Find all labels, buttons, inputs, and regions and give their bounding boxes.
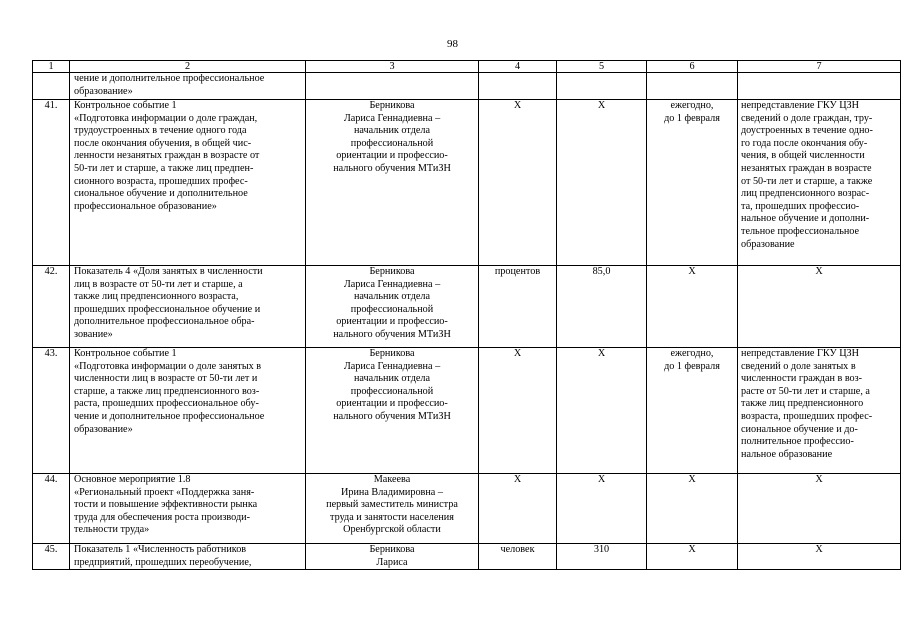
responsible-person-cell: [306, 100, 479, 266]
table-row: [33, 73, 901, 100]
target-value: 85,0: [592, 266, 611, 277]
target-value-cell: [557, 266, 647, 348]
target-value-cell: [557, 73, 647, 100]
row-number: 45.: [44, 544, 58, 555]
unit-of-measure-cell: [479, 348, 557, 474]
deadline: ежегодно, до 1 февраля: [664, 348, 720, 372]
row-number: 42.: [44, 266, 58, 277]
unit-of-measure: Х: [513, 474, 522, 485]
unit-of-measure-cell: [479, 100, 557, 266]
responsible-person-cell: [306, 544, 479, 570]
row-number-cell: [33, 348, 70, 474]
row-number-cell: [33, 266, 70, 348]
target-value: Х: [597, 348, 606, 359]
target-value: 310: [593, 544, 610, 555]
target-value-cell: [557, 474, 647, 544]
deadline-cell: [647, 266, 738, 348]
row-number-cell: [33, 73, 70, 100]
unit-of-measure-cell: [479, 544, 557, 570]
row-number-cell: [33, 100, 70, 266]
target-value: Х: [597, 100, 606, 111]
event-name: Показатель 4 «Доля занятых в численности лиц в возрасте от 50-ти лет и старше, а также лиц предпенсионного возраста, прошедших профессиональное обучение и дополнительное профессиональное обра- зование»: [74, 266, 263, 340]
deadline: Х: [688, 266, 696, 277]
risk-note: Х: [815, 474, 823, 485]
table-row: [33, 266, 901, 348]
responsible-person-cell: [306, 266, 479, 348]
risk-note-cell: [738, 266, 901, 348]
responsible-person-cell: [306, 73, 479, 100]
risk-note-cell: [738, 544, 901, 570]
deadline-cell: [647, 73, 738, 100]
risk-note-cell: [738, 100, 901, 266]
header-col-2: 2: [70, 61, 306, 73]
responsible-person: Макеева Ирина Владимировна – первый заместитель министра труда и занятости населения Оренбургской области: [326, 474, 458, 536]
risk-note: Х: [815, 544, 823, 555]
responsible-person-cell: [306, 348, 479, 474]
header-col-5: 5: [557, 61, 647, 73]
risk-note-cell: [738, 474, 901, 544]
header-col-1: 1: [33, 61, 70, 73]
header-col-6: 6: [647, 61, 738, 73]
responsible-person: Берникова Лариса Геннадиевна – начальник отдела профессиональной ориентации и профессио- нального обучения МТиЗН: [333, 266, 451, 340]
event-name-cell: [70, 73, 306, 100]
deadline-cell: [647, 348, 738, 474]
row-number-cell: [33, 474, 70, 544]
risk-note: непредставление ГКУ ЦЗН сведений о доле занятых в численности граждан в воз- расте от 50-ти лет и старше, а также лиц предпенсионного возраста, прошедших профес- сиональное обучение и до- полнительное профессио- нальное образование: [741, 348, 873, 460]
header-col-3: 3: [306, 61, 479, 73]
event-name-cell: [70, 100, 306, 266]
table-header: [33, 61, 901, 73]
risk-note-cell: [738, 73, 901, 100]
unit-of-measure-cell: [479, 266, 557, 348]
unit-of-measure: Х: [513, 348, 522, 359]
row-number-cell: [33, 544, 70, 570]
page-number: 98: [447, 38, 458, 50]
header-col-4: 4: [479, 61, 557, 73]
table-row: [33, 474, 901, 544]
target-value-cell: [557, 544, 647, 570]
unit-of-measure: человек: [500, 544, 535, 555]
deadline-cell: [647, 544, 738, 570]
table-body: [33, 73, 901, 570]
event-name-cell: [70, 544, 306, 570]
row-number: 41.: [44, 100, 58, 111]
event-name-cell: [70, 474, 306, 544]
deadline-cell: [647, 100, 738, 266]
deadline: ежегодно, до 1 февраля: [664, 100, 720, 124]
event-name-cell: [70, 266, 306, 348]
program-table: [32, 60, 901, 570]
responsible-person: Берникова Лариса Геннадиевна – начальник отдела профессиональной ориентации и профессио- нального обучения МТиЗН: [333, 348, 451, 422]
deadline: Х: [688, 544, 696, 555]
row-number: 44.: [44, 474, 58, 485]
responsible-person: Берникова Лариса: [369, 544, 415, 568]
event-name-cell: [70, 348, 306, 474]
event-name: Основное мероприятие 1.8 «Региональный проект «Поддержка заня- тости и повышение эффективности рынка труда для обеспечения роста производи- тельности труда»: [74, 474, 258, 536]
unit-of-measure: процентов: [494, 266, 541, 277]
event-name: Контрольное событие 1 «Подготовка информации о доле занятых в численности лиц в возрасте от 50-ти лет и старше, а также лиц предпенсионного воз- раста, прошедших профессиональное обу- чение и дополнительное профессиональное образование»: [74, 348, 265, 435]
responsible-person: Берникова Лариса Геннадиевна – начальник отдела профессиональной ориентации и профессио- нального обучения МТиЗН: [333, 100, 451, 174]
unit-of-measure-cell: [479, 474, 557, 544]
unit-of-measure-cell: [479, 73, 557, 100]
risk-note-cell: [738, 348, 901, 474]
event-name: чение и дополнительное профессиональное образование»: [74, 73, 265, 97]
row-number: 43.: [44, 348, 58, 359]
deadline: Х: [688, 474, 696, 485]
responsible-person-cell: [306, 474, 479, 544]
risk-note: Х: [815, 266, 823, 277]
risk-note: непредставление ГКУ ЦЗН сведений о доле граждан, тру- доустроенных в течение одно- го года после окончания обу- чения, в общей численности незанятых граждан в возрасте от 50-ти лет и старше, а также лиц предпенсионного возрас- та, прошедших профессио- нальное обучение и дополни- тельное профессиональное образование: [741, 100, 873, 250]
target-value: Х: [597, 474, 606, 485]
deadline-cell: [647, 474, 738, 544]
table-row: [33, 544, 901, 570]
event-name: Показатель 1 «Численность работников предприятий, прошедших переобучение,: [74, 544, 252, 568]
header-col-7: 7: [738, 61, 901, 73]
target-value-cell: [557, 348, 647, 474]
event-name: Контрольное событие 1 «Подготовка информации о доле граждан, трудоустроенных в течение одного года после окончания обучения, в общей чис- ленности незанятых граждан в возрасте от 50-ти лет и старше, а также лиц предпен- сионного возраста, прошедших профес- сиональное обучение и дополнительное профессиональное образование»: [74, 100, 260, 212]
unit-of-measure: Х: [513, 100, 522, 111]
table-row: [33, 100, 901, 266]
target-value-cell: [557, 100, 647, 266]
table-row: [33, 348, 901, 474]
